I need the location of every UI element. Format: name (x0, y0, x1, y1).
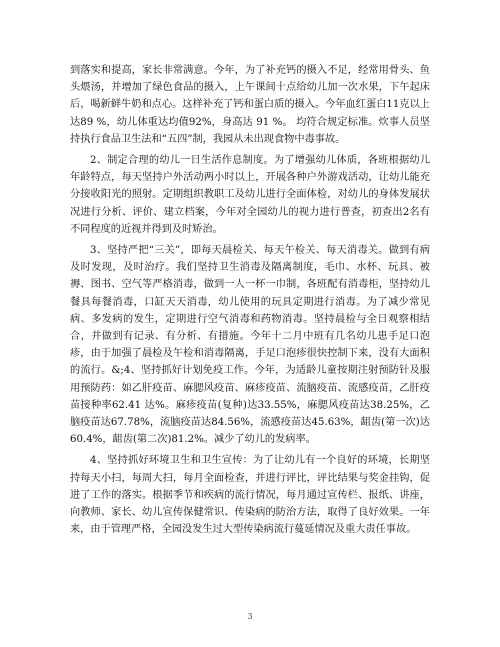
paragraph-4: 4、坚持抓好环境卫生和卫生宣传：为了让幼儿有一个良好的环境，长期坚持每天小扫，每周大扫，每月全面检查，并进行评比，评比结果与奖金挂钩，促进了工作的落实。根据季节和疾病的流行情况，每月通过宣传栏、报纸、讲座，向教师、家长、幼儿宣传保健常识、传染病的防治方法，取得了良好效果。一年来，由于管理严格，全园没发生过大型传染病流行蔓延情况及重大责任事故。 (70, 455, 430, 536)
paragraph-3: 3、坚持严把“三关”，即每天晨检关、每天午检关、每天消毒关。做到有病及时发现，及时治疗。我们坚持卫生消毒及隔离制度，毛巾、水杯、玩具、被褥、图书、空气等严格消毒，做到一人一杯一巾制，各班配有消毒柜，坚持幼儿餐具每餐消毒，口缸天天消毒，幼儿使用的玩具定期进行消毒。为了减少常见病、多发病的发生，定期进行空气消毒和药物消毒。坚持晨检与全日观察相结合，并做到有记录、有分析、有措施。今年十二月中班有几名幼儿患手足口泡疹，由于加强了晨检及午检和消毒隔离，手足口泡疹很快控制下来，没有大面积的流行。&;4、坚持抓好计划免疫工作。今年，为适龄儿童按期注射预防针及服用预防药：如乙肝疫苗、麻腮风疫苗、麻疹疫苗、流脑疫苗、流感疫苗，乙肝疫苗接种率62.41 达%。麻疹疫苗(复种)达33.55%，麻腮风疫苗达38.25%，乙脑疫苗达67.78%，流脑疫苗达84.56%，流感疫苗达45.63%，龃齿(第一次)达60.4%，龃齿(第二次)81.2%。减少了幼儿的发病率。 (70, 245, 430, 446)
paragraph-2: 2、制定合理的幼儿一日生活作息制度。为了增强幼儿体质，各班根据幼儿年龄特点，每天坚持户外活动两小时以上，开展各种户外游戏活动，让幼儿能充分接收阳光的照射。定期组织教职工及幼儿进行全面体检，对幼儿的身体发展状况进行分析、评价、建立档案，今年对全园幼儿的视力进行普查，初查出2名有不同程度的近视并得到及时矫治。 (70, 155, 430, 235)
paragraph-1: 到落实和提高，家长非常满意。今年，为了补充钙的摄入不足，经常用骨头、鱼头煨汤，并增加了绿色食品的摄入，上午课间十点给幼儿加一次水果，下午起床后，喝新鲜牛奶和点心。这样补充了钙和蛋白质的摄入。今年血红蛋白11克以上达89 %，幼儿体重达均值92%，身高达 91 %。 均符合规定标准。炊事人员坚持执行食品卫生法和“五四”制，我园从未出现食物中毒事故。 (70, 65, 430, 145)
document-body (70, 62, 430, 542)
page-number: 3 (247, 612, 253, 621)
